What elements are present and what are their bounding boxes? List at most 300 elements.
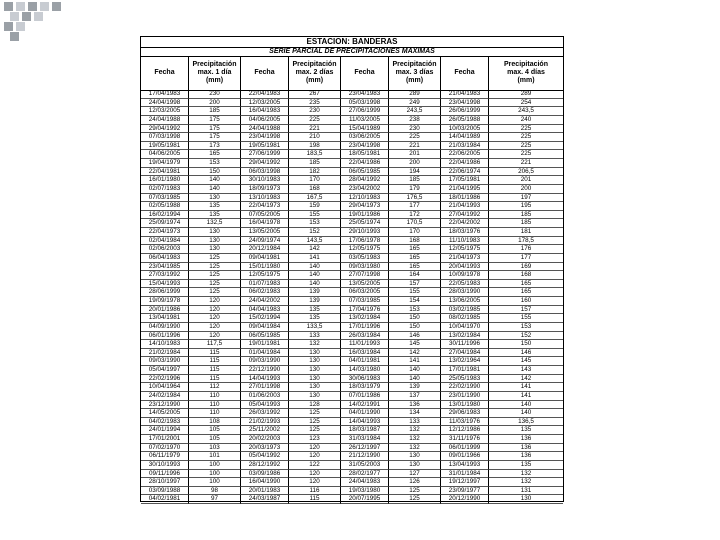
deco-square: [10, 32, 19, 41]
value-cell: 176,5: [389, 194, 441, 203]
value-cell: 140: [489, 401, 563, 410]
value-cell: 185: [489, 211, 563, 220]
value-cell: 150: [489, 340, 563, 349]
value-cell: 110: [189, 392, 241, 401]
date-cell: 06/01/1999: [441, 444, 489, 453]
date-cell: 24/04/1998: [141, 99, 189, 108]
value-cell: 200: [189, 99, 241, 108]
date-cell: 28/04/1992: [341, 176, 389, 185]
value-cell: 116: [289, 487, 341, 496]
date-cell: 21/12/1990: [341, 452, 389, 461]
date-cell: 04/06/2005: [141, 150, 189, 159]
date-cell: 20/01/1986: [141, 306, 189, 315]
date-cell: 30/11/1996: [441, 340, 489, 349]
date-cell: 11/03/1976: [441, 418, 489, 427]
date-cell: 05/03/1998: [341, 99, 389, 108]
table-row: [141, 340, 563, 349]
date-cell: 12/05/1975: [441, 245, 489, 254]
value-cell: 206,5: [489, 168, 563, 177]
value-cell: 185: [389, 176, 441, 185]
date-cell: 17/01/1981: [441, 366, 489, 375]
value-cell: 153: [289, 219, 341, 228]
value-cell: 130: [289, 366, 341, 375]
value-cell: 132: [489, 470, 563, 479]
table-row: [141, 409, 563, 418]
date-cell: 23/04/1983: [341, 90, 389, 99]
value-cell: 143,5: [289, 237, 341, 246]
date-cell: 21/04/1995: [441, 185, 489, 194]
date-cell: 03/09/1986: [241, 470, 289, 479]
value-cell: 267: [289, 90, 341, 99]
value-cell: 120: [189, 306, 241, 315]
column-header: Fecha: [441, 56, 489, 90]
date-cell: 29/04/1992: [141, 125, 189, 134]
value-cell: 135: [289, 314, 341, 323]
date-cell: 20/12/1984: [241, 245, 289, 254]
date-cell: 21/04/1973: [441, 254, 489, 263]
date-cell: 15/04/1993: [141, 280, 189, 289]
value-cell: 153: [389, 306, 441, 315]
value-cell: 136: [489, 435, 563, 444]
date-cell: 13/06/2005: [441, 297, 489, 306]
date-cell: 24/04/1988: [141, 116, 189, 125]
value-cell: 289: [489, 90, 563, 99]
date-cell: 18/03/1976: [441, 228, 489, 237]
value-cell: 175: [189, 116, 241, 125]
precipitation-table-sheet: [140, 36, 564, 502]
value-cell: 155: [389, 288, 441, 297]
corner-decoration: [0, 0, 84, 42]
value-cell: 140: [289, 271, 341, 280]
column-header: Precipitación max. 2 días (mm): [289, 56, 341, 90]
value-cell: 165: [389, 263, 441, 272]
date-cell: 14/10/1983: [141, 340, 189, 349]
column-header: Precipitación max. 1 día (mm): [189, 56, 241, 90]
date-cell: 30/06/1983: [341, 375, 389, 384]
date-cell: 16/01/1980: [141, 176, 189, 185]
value-cell: 115: [189, 349, 241, 358]
table-row: [141, 116, 563, 125]
date-cell: 22/06/2005: [441, 150, 489, 159]
value-cell: 225: [389, 133, 441, 142]
date-cell: 17/01/2001: [141, 435, 189, 444]
value-cell: 132: [489, 478, 563, 487]
date-cell: 11/01/1993: [341, 340, 389, 349]
value-cell: 195: [489, 202, 563, 211]
column-header: Fecha: [341, 56, 389, 90]
value-cell: 135: [289, 306, 341, 315]
value-cell: 179: [389, 185, 441, 194]
value-cell: 110: [189, 409, 241, 418]
table-row: [141, 185, 563, 194]
date-cell: 23/09/1977: [441, 487, 489, 496]
value-cell: 235: [289, 99, 341, 108]
value-cell: 145: [489, 357, 563, 366]
value-cell: 105: [189, 426, 241, 435]
table-row: [141, 263, 563, 272]
value-cell: 221: [389, 142, 441, 151]
value-cell: 141: [289, 254, 341, 263]
value-cell: 140: [189, 176, 241, 185]
value-cell: 153: [189, 159, 241, 168]
date-cell: 22/04/2002: [441, 219, 489, 228]
value-cell: 182: [289, 168, 341, 177]
table-row: [141, 418, 563, 427]
value-cell: 130: [289, 349, 341, 358]
date-cell: 17/01/1996: [341, 323, 389, 332]
date-cell: 28/06/1999: [141, 288, 189, 297]
value-cell: 170,5: [389, 219, 441, 228]
value-cell: 238: [389, 116, 441, 125]
date-cell: 22/06/1974: [441, 168, 489, 177]
value-cell: 120: [289, 444, 341, 453]
date-cell: 31/01/1984: [441, 470, 489, 479]
date-cell: 26/03/1992: [241, 409, 289, 418]
table-row: [141, 349, 563, 358]
date-cell: 20/07/1995: [341, 495, 389, 504]
value-cell: 130: [189, 245, 241, 254]
table-row: [141, 487, 563, 496]
deco-square: [28, 2, 37, 11]
date-cell: 06/02/1983: [241, 288, 289, 297]
date-cell: 28/03/1990: [441, 288, 489, 297]
value-cell: 152: [289, 228, 341, 237]
table-row: [141, 392, 563, 401]
table-row: [141, 314, 563, 323]
value-cell: 130: [489, 495, 563, 504]
date-cell: 31/11/1976: [441, 435, 489, 444]
date-cell: 18/01/1986: [441, 194, 489, 203]
date-cell: 27/04/1984: [441, 349, 489, 358]
value-cell: 125: [289, 426, 341, 435]
value-cell: 139: [389, 383, 441, 392]
value-cell: 169: [489, 263, 563, 272]
date-cell: 13/01/1980: [441, 401, 489, 410]
value-cell: 159: [289, 202, 341, 211]
value-cell: 142: [389, 349, 441, 358]
date-cell: 16/03/1984: [341, 349, 389, 358]
value-cell: 201: [489, 176, 563, 185]
date-cell: 24/02/1984: [141, 392, 189, 401]
value-cell: 130: [189, 194, 241, 203]
value-cell: 221: [289, 125, 341, 134]
table-row: [141, 133, 563, 142]
date-cell: 20/01/1983: [241, 487, 289, 496]
date-cell: 03/02/1985: [441, 306, 489, 315]
value-cell: 141: [489, 383, 563, 392]
value-cell: 225: [489, 125, 563, 134]
value-cell: 143: [489, 366, 563, 375]
value-cell: 125: [189, 271, 241, 280]
date-cell: 30/10/1993: [141, 461, 189, 470]
value-cell: 243,5: [489, 107, 563, 116]
value-cell: 177: [489, 254, 563, 263]
value-cell: 100: [189, 470, 241, 479]
value-cell: 115: [189, 357, 241, 366]
date-cell: 24/04/1983: [341, 478, 389, 487]
deco-square: [16, 22, 25, 31]
date-cell: 23/04/1998: [441, 99, 489, 108]
date-cell: 06/01/1996: [141, 332, 189, 341]
value-cell: 125: [189, 254, 241, 263]
table-row: [141, 297, 563, 306]
value-cell: 117,5: [189, 340, 241, 349]
date-cell: 28/10/1997: [141, 478, 189, 487]
date-cell: 21/04/1993: [441, 202, 489, 211]
value-cell: 137: [389, 392, 441, 401]
value-cell: 225: [489, 142, 563, 151]
date-cell: 23/04/1998: [341, 142, 389, 151]
value-cell: 130: [189, 237, 241, 246]
table-row: [141, 383, 563, 392]
value-cell: 132: [389, 426, 441, 435]
value-cell: 125: [389, 495, 441, 504]
value-cell: 125: [289, 409, 341, 418]
value-cell: 201: [389, 150, 441, 159]
value-cell: 108: [189, 418, 241, 427]
value-cell: 123: [289, 435, 341, 444]
date-cell: 25/09/1974: [141, 219, 189, 228]
date-cell: 12/05/1975: [341, 245, 389, 254]
value-cell: 132: [389, 444, 441, 453]
value-cell: 157: [489, 306, 563, 315]
date-cell: 23/04/1998: [241, 133, 289, 142]
value-cell: 221: [489, 159, 563, 168]
value-cell: 185: [289, 159, 341, 168]
value-cell: 130: [289, 375, 341, 384]
table-row: [141, 168, 563, 177]
value-cell: 135: [489, 461, 563, 470]
value-cell: 135: [189, 211, 241, 220]
value-cell: 210: [289, 133, 341, 142]
value-cell: 150: [189, 168, 241, 177]
value-cell: 172: [389, 211, 441, 220]
value-cell: 177: [389, 202, 441, 211]
date-cell: 04/04/1983: [241, 306, 289, 315]
date-cell: 09/04/1981: [241, 254, 289, 263]
date-cell: 01/07/1983: [241, 280, 289, 289]
date-cell: 20/04/1993: [441, 263, 489, 272]
value-cell: 155: [489, 314, 563, 323]
date-cell: 21/03/1984: [441, 142, 489, 151]
date-cell: 13/05/2005: [241, 228, 289, 237]
date-cell: 23/01/1990: [441, 392, 489, 401]
value-cell: 122: [289, 461, 341, 470]
date-cell: 13/02/1984: [341, 314, 389, 323]
deco-square: [22, 12, 31, 21]
date-cell: 24/03/1987: [241, 495, 289, 504]
value-cell: 120: [189, 332, 241, 341]
column-header: Precipitación max. 3 días (mm): [389, 56, 441, 90]
date-cell: 19/04/1979: [141, 159, 189, 168]
date-cell: 17/04/1976: [341, 306, 389, 315]
date-cell: 22/04/1986: [341, 159, 389, 168]
value-cell: 225: [489, 133, 563, 142]
value-cell: 254: [489, 99, 563, 108]
date-cell: 13/04/1981: [141, 314, 189, 323]
value-cell: 140: [189, 185, 241, 194]
date-cell: 07/03/1985: [341, 297, 389, 306]
date-cell: 22/04/1973: [241, 202, 289, 211]
value-cell: 165: [389, 254, 441, 263]
date-cell: 21/04/1983: [441, 90, 489, 99]
date-cell: 15/02/1994: [241, 314, 289, 323]
date-cell: 27/01/1998: [241, 383, 289, 392]
date-cell: 02/05/1988: [141, 202, 189, 211]
table-row: [141, 211, 563, 220]
date-cell: 22/12/1990: [241, 366, 289, 375]
value-cell: 140: [289, 280, 341, 289]
value-cell: 105: [189, 435, 241, 444]
date-cell: 13/04/1993: [441, 461, 489, 470]
date-cell: 01/04/1984: [241, 349, 289, 358]
value-cell: 197: [489, 194, 563, 203]
table-row: [141, 271, 563, 280]
value-cell: 170: [289, 176, 341, 185]
date-cell: 14/04/1993: [341, 418, 389, 427]
value-cell: 141: [489, 392, 563, 401]
date-cell: 03/06/2005: [341, 133, 389, 142]
date-cell: 19/01/1981: [241, 340, 289, 349]
station-title: ESTACION: BANDERAS: [141, 37, 563, 48]
table-row: [141, 332, 563, 341]
date-cell: 03/09/1988: [141, 487, 189, 496]
date-cell: 05/04/1993: [241, 401, 289, 410]
value-cell: 140: [389, 375, 441, 384]
value-cell: 136: [489, 452, 563, 461]
value-cell: 200: [389, 159, 441, 168]
deco-square: [16, 2, 25, 11]
column-header: Precipitación max. 4 días (mm): [504, 61, 548, 84]
value-cell: 249: [389, 99, 441, 108]
table-row: [141, 99, 563, 108]
date-cell: 18/09/1973: [241, 185, 289, 194]
date-cell: 24/04/2002: [241, 297, 289, 306]
date-cell: 09/03/1990: [141, 357, 189, 366]
date-cell: 22/04/1986: [441, 159, 489, 168]
date-cell: 14/05/2005: [141, 409, 189, 418]
value-cell: 103: [189, 444, 241, 453]
value-cell: 134: [389, 409, 441, 418]
value-cell: 110: [189, 401, 241, 410]
date-cell: 02/04/1984: [141, 237, 189, 246]
date-cell: 09/01/1966: [441, 452, 489, 461]
value-cell: 135: [189, 202, 241, 211]
value-cell: 145: [389, 340, 441, 349]
value-cell: 120: [189, 323, 241, 332]
date-cell: 04/06/2005: [241, 116, 289, 125]
date-cell: 06/11/1979: [141, 452, 189, 461]
value-cell: 120: [289, 478, 341, 487]
date-cell: 09/03/1990: [241, 357, 289, 366]
value-cell: 167,5: [289, 194, 341, 203]
value-cell: 115: [289, 495, 341, 504]
date-cell: 14/04/1993: [241, 375, 289, 384]
date-cell: 19/05/1981: [241, 142, 289, 151]
value-cell: 165: [489, 288, 563, 297]
value-cell: 125: [389, 487, 441, 496]
date-cell: 31/03/1984: [341, 435, 389, 444]
value-cell: 130: [389, 461, 441, 470]
table-row: [141, 435, 563, 444]
date-cell: 18/05/1981: [341, 150, 389, 159]
date-cell: 16/02/1994: [141, 211, 189, 220]
deco-square: [34, 12, 43, 21]
date-cell: 29/06/1983: [441, 409, 489, 418]
value-cell: 165: [189, 150, 241, 159]
date-cell: 22/02/1990: [441, 383, 489, 392]
value-cell: 152: [489, 332, 563, 341]
date-cell: 09/11/1996: [141, 470, 189, 479]
value-cell: 128: [289, 401, 341, 410]
date-cell: 13/10/1983: [241, 194, 289, 203]
value-cell: 132: [289, 340, 341, 349]
value-cell: 130: [189, 228, 241, 237]
date-cell: 17/04/1983: [141, 90, 189, 99]
value-cell: 183,5: [289, 150, 341, 159]
date-cell: 11/03/2005: [341, 116, 389, 125]
value-cell: 120: [289, 452, 341, 461]
value-cell: 175: [189, 133, 241, 142]
date-cell: 24/09/1974: [241, 237, 289, 246]
value-cell: 165: [389, 245, 441, 254]
date-cell: 07/05/2005: [241, 211, 289, 220]
value-cell: 175: [189, 125, 241, 134]
value-cell: 131: [489, 487, 563, 496]
date-cell: 23/12/1990: [141, 401, 189, 410]
date-cell: 13/05/2005: [341, 280, 389, 289]
date-cell: 24/01/1994: [141, 426, 189, 435]
table-row: [141, 142, 563, 151]
date-cell: 04/09/1990: [141, 323, 189, 332]
date-cell: 26/05/1988: [441, 116, 489, 125]
date-cell: 07/03/1998: [141, 133, 189, 142]
table-row: [141, 159, 563, 168]
column-header: Fecha: [241, 56, 289, 90]
table-row: [141, 375, 563, 384]
table-row: [141, 245, 563, 254]
date-cell: 18/03/1987: [341, 426, 389, 435]
value-cell: 115: [189, 366, 241, 375]
date-cell: 14/03/1980: [341, 366, 389, 375]
value-cell: 133: [289, 332, 341, 341]
date-cell: 08/02/1985: [441, 314, 489, 323]
date-cell: 04/02/1981: [141, 495, 189, 504]
value-cell: 139: [289, 288, 341, 297]
value-cell: 141: [389, 357, 441, 366]
date-cell: 19/01/1986: [341, 211, 389, 220]
date-cell: 31/05/2003: [341, 461, 389, 470]
date-cell: 20/12/1990: [441, 495, 489, 504]
table-row: [141, 228, 563, 237]
value-cell: 136: [489, 444, 563, 453]
value-cell: 157: [389, 280, 441, 289]
table-row: [141, 202, 563, 211]
value-cell: 200: [489, 185, 563, 194]
date-cell: 17/05/1981: [441, 176, 489, 185]
date-cell: 06/05/1985: [341, 168, 389, 177]
date-cell: 02/06/2003: [141, 245, 189, 254]
value-cell: 185: [489, 219, 563, 228]
value-cell: 125: [189, 288, 241, 297]
date-cell: 26/03/1984: [341, 332, 389, 341]
value-cell: 130: [289, 357, 341, 366]
table-row: [141, 306, 563, 315]
date-cell: 07/02/1970: [141, 444, 189, 453]
date-cell: 23/04/2002: [341, 185, 389, 194]
deco-square: [52, 2, 61, 11]
value-cell: 168: [289, 185, 341, 194]
